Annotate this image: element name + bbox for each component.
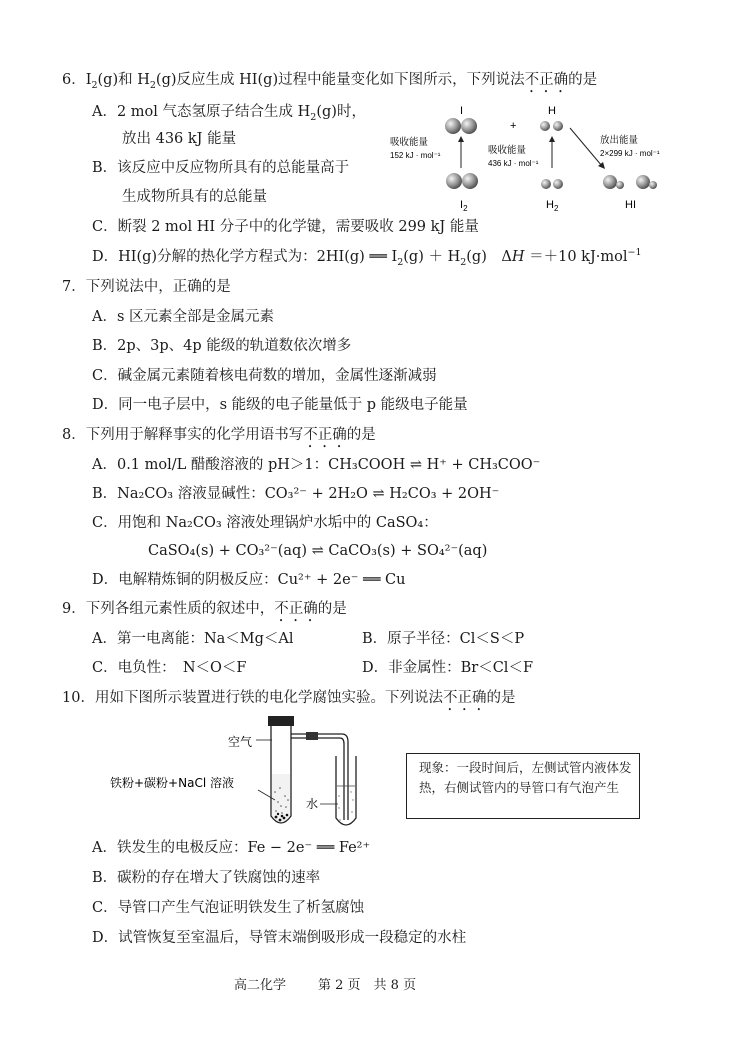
q6-option-b-line2: 生成物所具有的总能量 [122, 189, 267, 205]
q8-option-d: D．电解精炼铜的阴极反应：Cu²⁺ + 2e⁻ ══ Cu [92, 572, 406, 588]
q9-option-a: A．第一电离能：Na＜Mg＜Al [92, 631, 294, 647]
svg-text:I2: $I_2$ [460, 199, 468, 213]
q7-option-a: A．s 区元素全部是金属元素 [92, 309, 275, 325]
svg-text:436 kJ · mol⁻¹: 436 kJ · mol⁻¹ [488, 159, 539, 168]
q7-stem: 7．下列说法中，正确的是 [62, 279, 231, 295]
air-label: 空气 [228, 735, 253, 749]
q6-option-a-line2: 放出 436 kJ 能量 [122, 131, 237, 147]
q10-option-b: B．碳粉的存在增大了铁腐蚀的速率 [92, 870, 321, 886]
hydrogen-molecule-atom [541, 179, 551, 189]
q6-option-b-line1: B．该反应中反应物所具有的总能量高于 [92, 160, 350, 176]
q10-phenomenon-box: 现象：一段时间后，左侧试管内液体发热，右侧试管内的导管口有气泡产生 [406, 753, 640, 819]
q9-option-d: D．非金属性：Br＜Cl＜F [362, 660, 534, 676]
q10-apparatus-diagram [110, 712, 390, 836]
hydrogen-atom [540, 121, 550, 131]
mixture-label: 铁粉+碳粉+NaCl 溶液 [110, 776, 234, 790]
fig-label-H: H [548, 105, 556, 117]
q10-option-d: D．试管恢复至室温后，导管末端倒吸形成一段稳定的水柱 [92, 930, 467, 946]
svg-text:放出能量: 放出能量 [600, 135, 639, 146]
q9-option-c: C．电负性： N＜O＜F [92, 660, 247, 676]
q6-option-d: D．HI(g)分解的热化学方程式为：2HI(g) ══ $I_2(g) + H_2(g)$ ΔH ＝＋10 kJ·mol$^{-1}$ [92, 247, 642, 268]
svg-text:H2: $H_2$ [546, 199, 559, 213]
svg-text:152 kJ · mol⁻¹: 152 kJ · mol⁻¹ [390, 151, 441, 160]
svg-text:2×299 kJ · mol⁻¹: 2×299 kJ · mol⁻¹ [600, 149, 660, 158]
iodine-molecule-atom [446, 173, 462, 189]
q8-option-c-line1: C．用饱和 Na₂CO₃ 溶液处理锅炉水垢中的 CaSO₄： [92, 515, 438, 531]
iodine-atom [445, 118, 461, 134]
iodine-atom [461, 118, 477, 134]
q10-option-c: C．导管口产生气泡证明铁发生了析氢腐蚀 [92, 900, 365, 916]
q7-option-c: C．碱金属元素随着核电荷数的增加，金属性逐渐减弱 [92, 368, 437, 384]
q6-stem: 6．$I_2(g)$和 $H_2(g)$反应生成 HI(g)过程中能量变化如下图所示，下列说法不正确的是 [62, 72, 598, 91]
q8-option-b: B．Na₂CO₃ 溶液显碱性：CO₃²⁻ + 2H₂O ⇌ H₂CO₃ + 2OH⁻ [92, 486, 500, 502]
q10-option-a: A．铁发生的电极反应：Fe − 2e⁻ ══ Fe²⁺ [92, 840, 371, 856]
hydrogen-atom [553, 121, 563, 131]
q10-stem: 10．用如下图所示装置进行铁的电化学腐蚀实验。下列说法不正确的是 [62, 690, 516, 706]
q9-option-b: B．原子半径：Cl＜S＜P [362, 631, 525, 647]
svg-text:+: + [510, 120, 517, 132]
q6-negation: 不正确 [524, 72, 569, 88]
iodine-molecule-atom [462, 173, 478, 189]
svg-text:吸收能量: 吸收能量 [390, 137, 429, 148]
svg-text:HI: HI [625, 199, 636, 211]
q7-option-d: D．同一电子层中，s 能级的电子能量低于 p 能级电子能量 [92, 397, 468, 413]
water-label: 水 [306, 797, 319, 811]
q8-stem: 8．下列用于解释事实的化学用语书写不正确的是 [62, 427, 376, 443]
fig-label-I: I [460, 105, 464, 117]
rubber-connector [306, 732, 318, 740]
hydrogen-molecule-atom [553, 179, 563, 189]
footer-page-number: 第 2 页 共 8 页 [318, 978, 417, 993]
q7-option-b: B．2p、3p、4p 能级的轨道数依次增多 [92, 338, 352, 354]
q6-option-a-line1: A．2 mol 气态氢原子结合生成 $H_2(g)$时， [92, 104, 366, 123]
svg-text:吸收能量: 吸收能量 [488, 145, 527, 156]
rubber-stopper [268, 716, 294, 726]
q6-energy-diagram [380, 96, 700, 214]
q9-stem: 9．下列各组元素性质的叙述中，不正确的是 [62, 601, 347, 617]
q8-option-c-line2: CaSO₄(s) + CO₃²⁻(aq) ⇌ CaCO₃(s) + SO₄²⁻(aq) [148, 543, 488, 559]
q6-option-c: C．断裂 2 mol HI 分子中的化学键，需要吸收 299 kJ 能量 [92, 219, 479, 235]
right-test-tube [336, 756, 356, 825]
q8-option-a: A．0.1 mol/L 醋酸溶液的 pH＞1：CH₃COOH ⇌ H⁺ + CH₃COO⁻ [92, 457, 541, 473]
footer-subject: 高二化学 [234, 978, 287, 993]
